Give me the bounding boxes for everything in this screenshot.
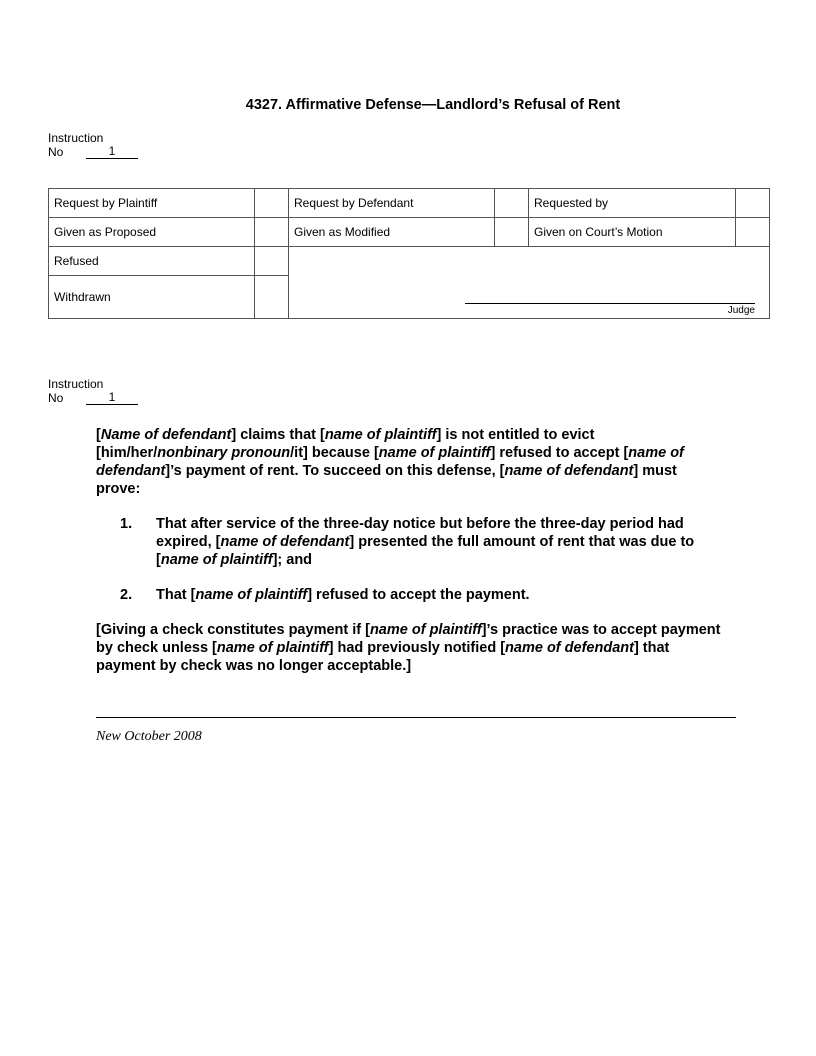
- no-label: No: [48, 391, 64, 405]
- instruction-number: 1: [86, 145, 138, 159]
- text-run: ] had previously notified [: [328, 640, 506, 656]
- withdrawn-box[interactable]: [255, 276, 289, 319]
- text-run: ] that payment by check was no longer acceptable.]: [96, 640, 670, 674]
- text-run: [: [96, 427, 101, 443]
- instruction-number-block: [48, 377, 138, 405]
- text-run: ]’s practice was to accept payment by check unless [: [96, 622, 721, 656]
- text-run: [Giving a check constitutes payment if [: [96, 622, 370, 638]
- given-as-proposed-box[interactable]: [255, 218, 289, 247]
- request-by-defendant-box[interactable]: [495, 189, 529, 218]
- table-row: [49, 247, 770, 276]
- withdrawn-label: Withdrawn: [49, 276, 255, 319]
- placeholder-text: name of plaintiff: [195, 587, 308, 603]
- table-row: [49, 189, 770, 218]
- instruction-label: Instruction: [48, 131, 104, 145]
- text-run: ] refused to accept [: [490, 445, 629, 461]
- judge-signature-line[interactable]: [465, 303, 755, 304]
- list-item: [96, 515, 724, 569]
- placeholder-text: name of plaintiff: [216, 640, 329, 656]
- text-run: ] is not entitled to evict [him/her/: [96, 427, 595, 461]
- given-on-courts-motion-box[interactable]: [736, 218, 770, 247]
- text-run: ]; and: [272, 552, 313, 568]
- refused-label: Refused: [49, 247, 255, 276]
- instruction-number-block: [48, 131, 138, 159]
- table-row: [49, 218, 770, 247]
- text-run: /it] because [: [290, 445, 379, 461]
- placeholder-text: name of plaintiff: [378, 445, 491, 461]
- placeholder-text: name of plaintiff: [160, 552, 273, 568]
- placeholder-text: name of plaintiff: [324, 427, 437, 443]
- instruction-label: Instruction: [48, 377, 104, 391]
- request-by-plaintiff-label: Request by Plaintiff: [49, 189, 255, 218]
- refused-box[interactable]: [255, 247, 289, 276]
- placeholder-text: name of defendant: [504, 463, 634, 479]
- intro-paragraph: [96, 426, 724, 498]
- revision-note: New October 2008: [96, 729, 202, 744]
- requested-by-label: Requested by: [529, 189, 736, 218]
- request-table: [48, 188, 770, 319]
- instruction-body: [96, 426, 724, 692]
- request-by-plaintiff-box[interactable]: [255, 189, 289, 218]
- instruction-number: 1: [86, 391, 138, 405]
- placeholder-text: name of defendant: [96, 445, 684, 479]
- list-item-number: 2.: [120, 587, 133, 603]
- placeholder-text: nonbinary pronoun: [157, 445, 291, 461]
- text-run: ] presented the full amount of rent that was due to [: [156, 534, 695, 568]
- no-label: No: [48, 145, 64, 159]
- given-as-proposed-label: Given as Proposed: [49, 218, 255, 247]
- request-by-defendant-label: Request by Defendant: [289, 189, 495, 218]
- text-run: ] refused to accept the payment.: [307, 587, 530, 603]
- requested-by-box[interactable]: [736, 189, 770, 218]
- text-run: ] claims that [: [231, 427, 325, 443]
- check-note-paragraph: [96, 621, 724, 675]
- list-item-number: 1.: [120, 516, 133, 532]
- placeholder-text: Name of defendant: [100, 427, 232, 443]
- elements-list: [96, 515, 724, 604]
- text-run: That after service of the three-day notice but before the three-day period had expired, [: [156, 516, 684, 550]
- list-item: [96, 586, 724, 604]
- list-item-text: [156, 515, 724, 569]
- placeholder-text: name of defendant: [220, 534, 350, 550]
- given-on-courts-motion-label: Given on Court’s Motion: [529, 218, 736, 247]
- text-run: ] must prove:: [96, 463, 677, 497]
- placeholder-text: name of plaintiff: [369, 622, 482, 638]
- given-as-modified-label: Given as Modified: [289, 218, 495, 247]
- list-item-text: [156, 586, 724, 604]
- judge-label: Judge: [727, 305, 755, 316]
- page-title: 4327. Affirmative Defense—Landlord’s Refusal of Rent: [245, 97, 621, 113]
- footer-divider: [96, 717, 736, 718]
- judge-signature-area: [289, 247, 770, 319]
- text-run: That [: [156, 587, 196, 603]
- placeholder-text: name of defendant: [505, 640, 634, 656]
- given-as-modified-box[interactable]: [495, 218, 529, 247]
- text-run: ]’s payment of rent. To succeed on this defense, [: [165, 463, 505, 479]
